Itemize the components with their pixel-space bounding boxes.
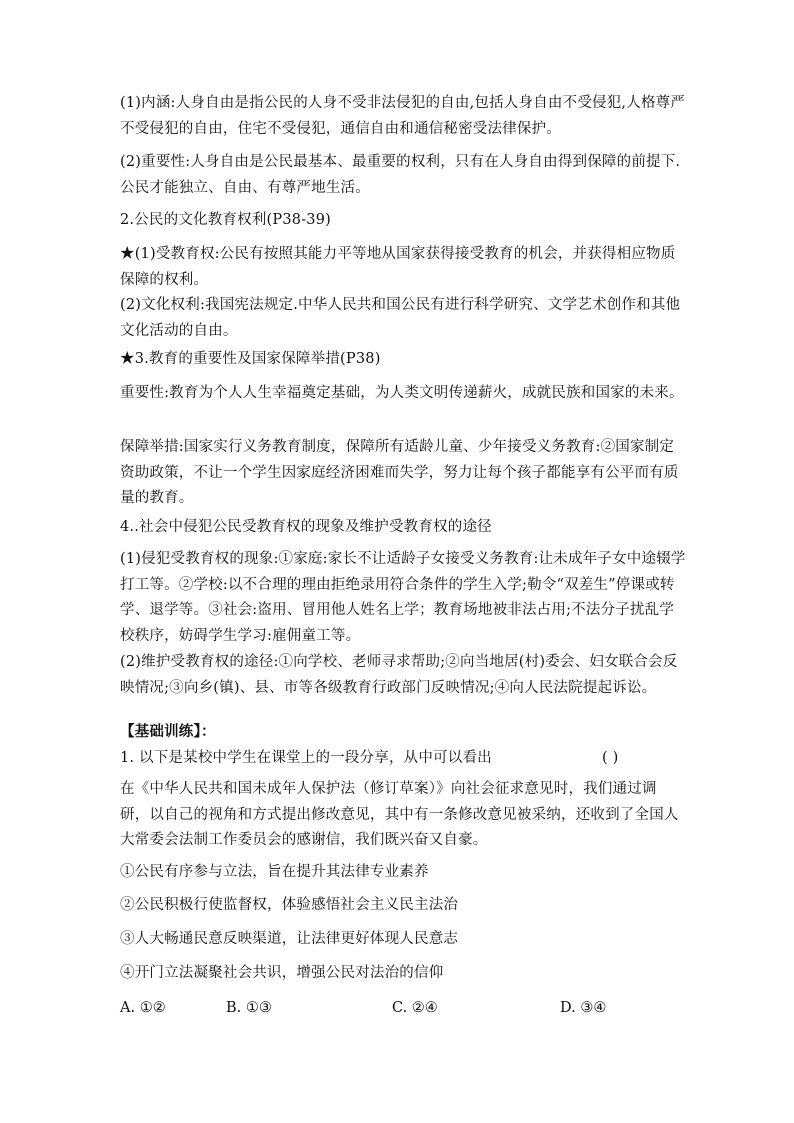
heading-cultural-education-rights: 2.公民的文化教育权利(P38-39) — [120, 212, 332, 228]
paragraph-importance: 重要性:教育为个人人生幸福奠定基础，为人类文明传递薪火，成就民族和国家的未来。 — [120, 385, 684, 401]
paragraph-violations: (1)侵犯受教育权的现象:①家庭:家长不让适龄子女接受义务教育:让未成年子女中途辍学打工等。②学校:以不合理的理由拒绝录用符合条件的学生入学;勒令“双差生”停课或转学、退学等。③社会:盗用、冒用他人姓名上学；教育场地被非法占用;不法分子扰乱学校秩序，妨碍学生学习:雇佣童工等。 — [120, 551, 686, 644]
paragraph-remedies: (2)维护受教育权的途径:①向学校、老师寻求帮助;②向当地居(村)委会、妇女联合会反映情况;③向乡(镇)、县、市等各级教育行政部门反映情况;④向人民法院提起诉讼。 — [120, 654, 678, 696]
statement-2: ②公民积极行使监督权，体验感悟社会主义民主法治 — [120, 897, 459, 913]
heading-education-rights-violation: 4..社会中侵犯公民受教育权的现象及维护受教育权的途径 — [120, 519, 492, 535]
option-b: B. ①③ — [226, 1000, 272, 1016]
statement-4: ④开门立法凝聚社会共识，增强公民对法治的信仰 — [120, 965, 444, 981]
option-a: A. ①② — [120, 1000, 166, 1016]
answer-bracket: ( ) — [602, 750, 619, 766]
paragraph-cultural-rights: (2)文化权利:我国宪法规定.中华人民共和国公民有进行科学研究、文学艺术创作和其他文化活动的自由。 — [120, 297, 681, 339]
option-d: D. ③④ — [560, 1000, 607, 1016]
question-material: 在《中华人民共和国未成年人保护法（修订草案）》向社会征求意见时，我们通过调研，以自己的视角和方式提出修改意见，其中有一条修改意见被采纳，还收到了全国人大常委会法制工作委员会的感谢信，我们既兴奋又自豪。 — [120, 781, 679, 848]
paragraph-safeguards: 保障举措:国家实行义务教育制度，保障所有适龄儿童、少年接受义务教育:②国家制定资助政策，不让一个学生因家庭经济困难而失学，努力让每个孩子都能享有公平而有质量的教育。 — [120, 439, 679, 506]
option-c: C. ②④ — [392, 1000, 438, 1016]
paragraph-personal-freedom-meaning: (1)内涵:人身自由是指公民的人身不受非法侵犯的自由,包括人身自由不受侵犯,人格尊严不受侵犯的自由，住宅不受侵犯，通信自由和通信秘密受法律保护。 — [120, 95, 686, 137]
question-stem: 1. 以下是某校中学生在课堂上的一段分享，从中可以看出 — [120, 750, 492, 766]
statement-1: ①公民有序参与立法，旨在提升其法律专业素养 — [120, 864, 429, 880]
paragraph-right-to-education: ★(1)受教育权:公民有按照其能力平等地从国家获得接受教育的机会，并获得相应物质保障的权利。 — [120, 246, 676, 288]
heading-education-importance: ★3.教育的重要性及国家保障举措(P38) — [120, 351, 381, 367]
paragraph-personal-freedom-importance: (2)重要性:人身自由是公民最基本、最重要的权利，只有在人身自由得到保障的前提下.公民才能独立、自由、有尊严地生活。 — [120, 154, 681, 196]
statement-3: ③人大畅通民意反映渠道，让法律更好体现人民意志 — [120, 931, 459, 947]
section-heading-basic-training: 【基础训练】： — [120, 724, 216, 740]
